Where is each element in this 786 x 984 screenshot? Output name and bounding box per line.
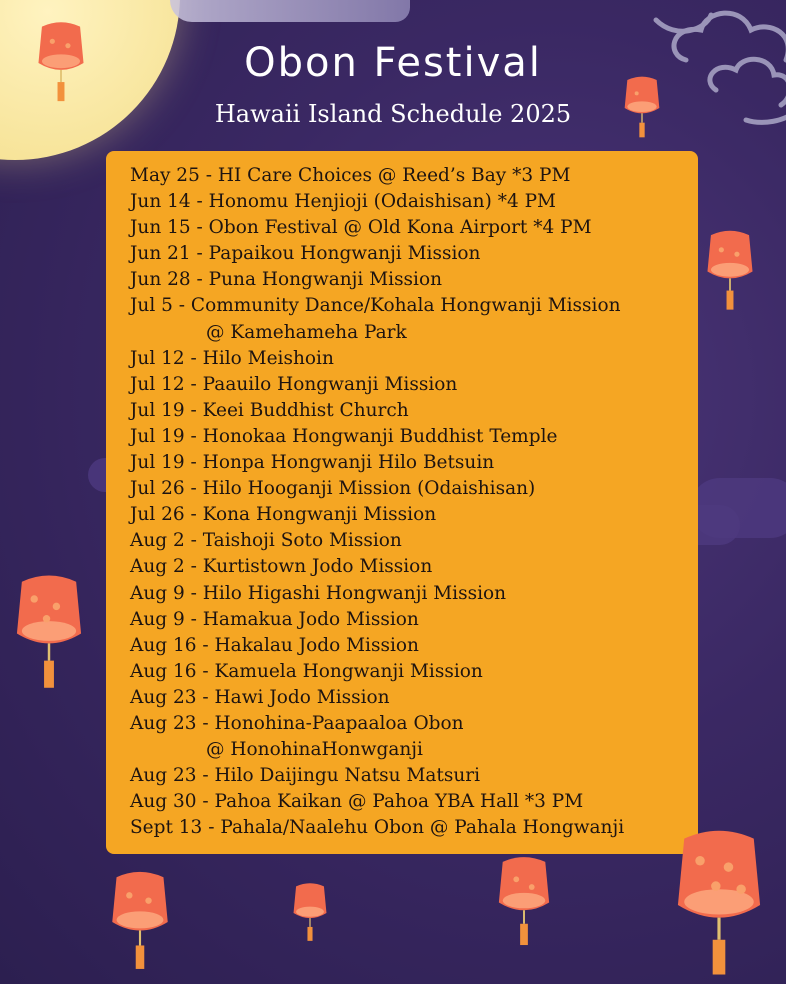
schedule-item: Aug 30 - Pahoa Kaikan @ Pahoa YBA Hall *3 PM [130, 791, 584, 813]
schedule-item: Aug 2 - Kurtistown Jodo Mission [130, 556, 433, 578]
schedule-item: Aug 16 - Kamuela Hongwanji Mission [130, 660, 483, 682]
schedule-item: Jun 28 - Puna Hongwanji Mission [130, 269, 443, 291]
schedule-item-continuation: @ HonohinaHonwganji [206, 739, 423, 761]
schedule-card [106, 151, 698, 854]
lantern-icon [704, 224, 756, 319]
schedule-item: Sept 13 - Pahala/Naalehu Obon @ Pahala Hongwanji [130, 817, 625, 839]
lantern-icon [108, 864, 172, 980]
lantern-icon [670, 826, 768, 984]
schedule-item: Jul 12 - Hilo Meishoin [130, 347, 334, 369]
schedule-item: Jul 19 - Honokaa Hongwanji Buddhist Temple [130, 425, 558, 447]
schedule-item-continuation: @ Kamehameha Park [206, 321, 407, 343]
page-title: Obon Festival [244, 40, 542, 86]
schedule-item: Jul 19 - Keei Buddhist Church [130, 399, 409, 421]
schedule-item: Aug 16 - Hakalau Jodo Mission [130, 634, 419, 656]
schedule-item: Aug 23 - Hawi Jodo Mission [130, 686, 390, 708]
lantern-icon [291, 878, 329, 948]
schedule-item: Aug 9 - Hilo Higashi Hongwanji Mission [130, 582, 507, 604]
schedule-item: Aug 2 - Taishoji Soto Mission [130, 530, 402, 552]
lantern-icon [12, 566, 86, 701]
schedule-item: Jul 26 - Hilo Hooganji Mission (Odaishisan) [130, 478, 536, 500]
moon-streak [170, 0, 410, 22]
schedule-item: Jul 5 - Community Dance/Kohala Hongwanji Mission [130, 295, 621, 317]
schedule-item: Jul 12 - Paauilo Hongwanji Mission [130, 373, 458, 395]
lantern-icon [35, 18, 87, 108]
schedule-item: Aug 23 - Honohina-Paapaaloa Obon [130, 712, 464, 734]
schedule-item: May 25 - HI Care Choices @ Reed’s Bay *3 PM [130, 165, 571, 186]
schedule-item: Jun 15 - Obon Festival @ Old Kona Airport *4 PM [130, 217, 592, 239]
schedule-item: Jun 14 - Honomu Henjioji (Odaishisan) *4 PM [130, 191, 556, 213]
schedule-item: Jul 19 - Honpa Hongwanji Hilo Betsuin [130, 452, 495, 474]
schedule-item: Jul 26 - Kona Hongwanji Mission [130, 504, 437, 526]
lantern-icon [622, 72, 662, 144]
lantern-icon [495, 850, 553, 955]
schedule-item: Jun 21 - Papaikou Hongwanji Mission [130, 243, 481, 265]
page-subtitle: Hawaii Island Schedule 2025 [214, 100, 572, 128]
schedule-item: Aug 9 - Hamakua Jodo Mission [130, 608, 419, 630]
schedule-item: Aug 23 - Hilo Daijingu Natsu Matsuri [130, 765, 481, 787]
